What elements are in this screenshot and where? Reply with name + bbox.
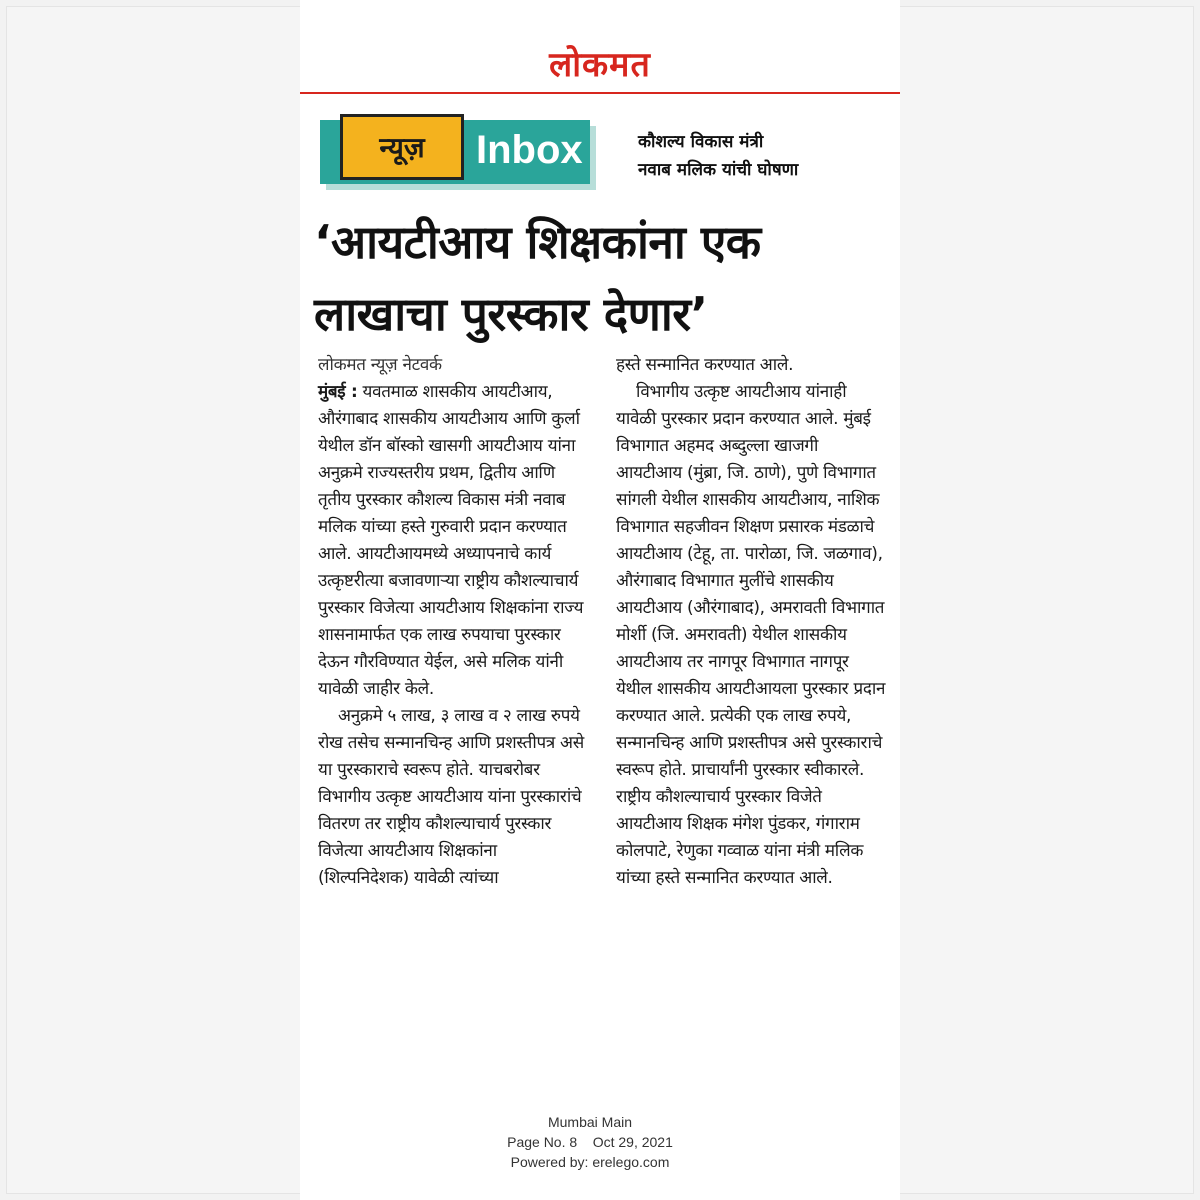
newspaper-clipping	[300, 0, 900, 1200]
footer-powered-by: Powered by: erelego.com	[510, 1154, 670, 1170]
headline-line-2: लाखाचा पुरस्कार देणार’	[314, 287, 708, 341]
byline: लोकमत न्यूज़ नेटवर्क	[318, 355, 442, 375]
news-inbox-badge	[320, 120, 590, 184]
footer-page-date: Page No. 8 Oct 29, 2021	[507, 1134, 673, 1150]
lead-paragraph	[318, 379, 590, 703]
kicker	[638, 128, 878, 184]
masthead-rule	[300, 92, 900, 94]
masthead-logo: लोकमत	[549, 45, 651, 85]
paragraph-1: यवतमाळ शासकीय आयटीआय, औरंगाबाद शासकीय आयटीआय आणि कुर्ला येथील डॉन बॉस्को खासगी आयटीआय यांना अनुक्रमे राज्यस्तरीय प्रथम, द्वितीय आणि तृतीय पुरस्कार कौशल्य विकास मंत्री नवाब मलिक यांच्या हस्ते गुरुवारी प्रदान करण्यात आले. आयटीआयमध्ये अध्यापनाचे कार्य उत्कृष्टरीत्या बजावणाऱ्या राष्ट्रीय कौशल्याचार्य पुरस्कार विजेत्या आयटीआय शिक्षकांना राज्य शासनामार्फत एक लाख रुपयाचा पुरस्कार देऊन गौरविण्यात येईल, असे मलिक यांनी यावेळी जाहीर केले.	[318, 382, 584, 699]
kicker-line-2: नवाब मलिक यांची घोषणा	[638, 160, 799, 180]
paragraph-3: हस्ते सन्मानित करण्यात आले.	[616, 355, 794, 375]
kicker-line-1: कौशल्य विकास मंत्री	[638, 132, 764, 152]
article-column-left	[318, 352, 590, 892]
badge-inbox-label: Inbox	[476, 128, 583, 172]
page-footer	[300, 1112, 880, 1172]
footer-edition: Mumbai Main	[547, 1114, 633, 1130]
dateline: मुंबई :	[318, 382, 358, 402]
paragraph-2: अनुक्रमे ५ लाख, ३ लाख व २ लाख रुपये रोख तसेच सन्मानचिन्ह आणि प्रशस्तीपत्र असे या पुरस्काराचे स्वरूप होते. याचबरोबर विभागीय उत्कृष्ट आयटीआय यांना पुरस्कारांचे वितरण तर राष्ट्रीय कौशल्याचार्य पुरस्कार विजेत्या आयटीआय शिक्षकांना (शिल्पनिदेशक) यावेळी त्यांच्या	[318, 706, 584, 888]
article-column-right	[616, 352, 888, 892]
headline-line-1: ‘आयटीआय शिक्षकांना एक	[314, 215, 761, 269]
badge-news-label: न्यूज़	[340, 114, 464, 180]
headline	[314, 206, 894, 350]
paragraph-4: विभागीय उत्कृष्ट आयटीआय यांनाही यावेळी पुरस्कार प्रदान करण्यात आले. मुंबई विभागात अहमद अब्दुल्ला खाजगी आयटीआय (मुंब्रा, जि. ठाणे), पुणे विभागात सांगली येथील शासकीय आयटीआय, नाशिक विभागात सहजीवन शिक्षण प्रसारक मंडळाचे आयटीआय (टेहू, ता. पारोळा, जि. जळगाव), औरंगाबाद विभागात मुलींचे शासकीय आयटीआय (औरंगाबाद), अमरावती विभागात मोर्शी (जि. अमरावती) येथील शासकीय आयटीआय तर नागपूर विभागात नागपूर येथील शासकीय आयटीआयला पुरस्कार प्रदान करण्यात आले. प्रत्येकी एक लाख रुपये, सन्मानचिन्ह आणि प्रशस्तीपत्र असे पुरस्काराचे स्वरूप होते. प्राचार्यांनी पुरस्कार स्वीकारले. राष्ट्रीय कौशल्याचार्य पुरस्कार विजेते आयटीआय शिक्षक मंगेश पुंडकर, गंगाराम कोलपाटे, रेणुका गव्वाळ यांना मंत्री मलिक यांच्या हस्ते सन्मानित करण्यात आले.	[616, 382, 886, 888]
